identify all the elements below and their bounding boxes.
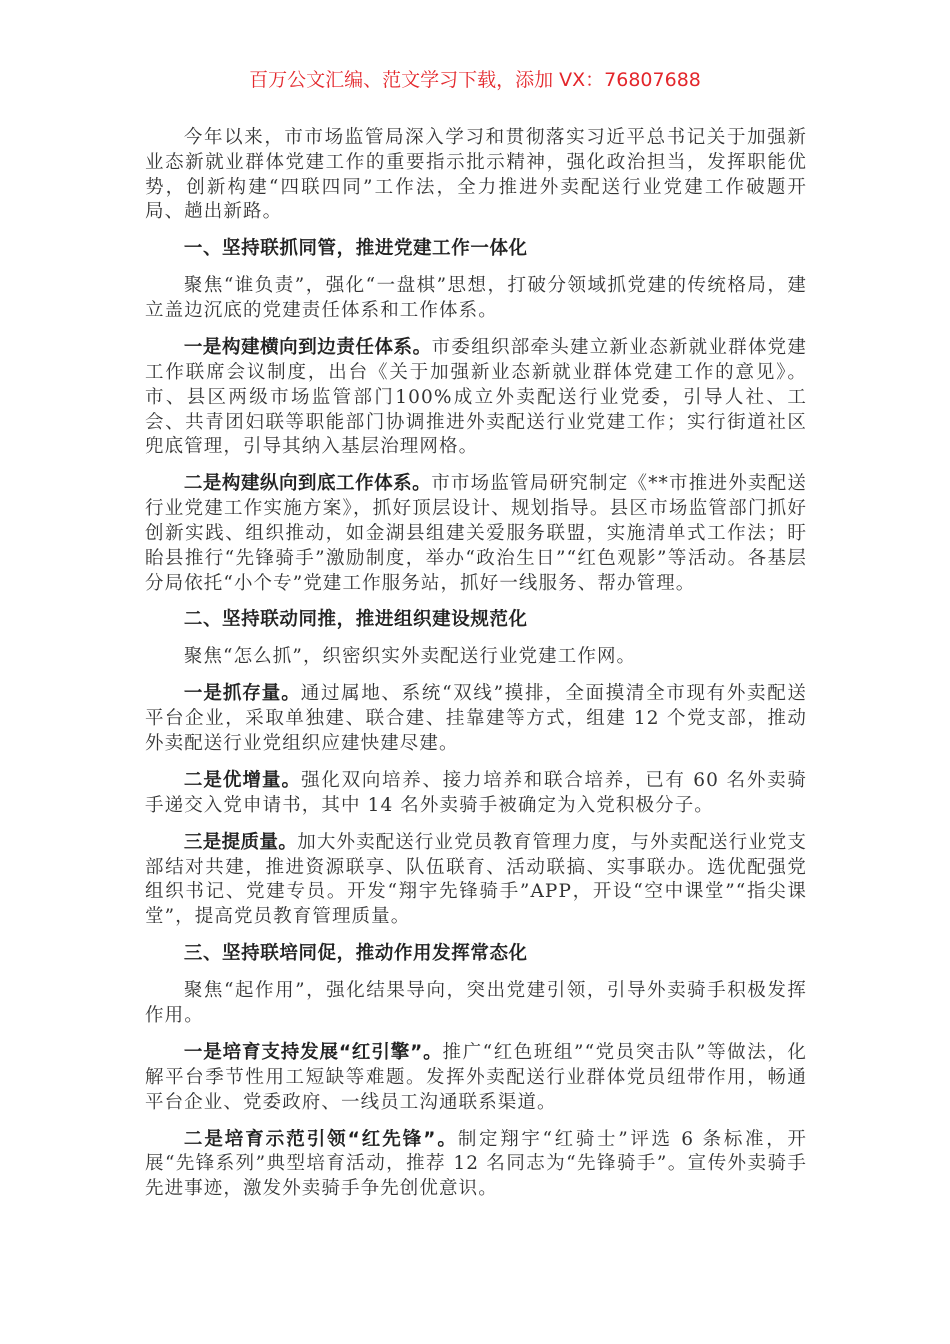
- item-lead: 一是抓存量。: [183, 683, 301, 705]
- item-lead: 二是优增量。: [183, 770, 302, 792]
- document-body: [145, 126, 807, 1214]
- list-item: [145, 1041, 807, 1115]
- item-text: 制定翔宇“红骑士”评选 6 条标准，开展“先锋系列”典型培育活动，推荐 12 名同志为“先锋骑手”。宣传外卖骑手先进事迹，激发外卖骑手争先创优意识。: [145, 1128, 807, 1200]
- list-item: [145, 472, 807, 596]
- item-lead: 一是培育支持发展“红引擎”。: [183, 1041, 443, 1063]
- section-heading: 二、坚持联动同推，推进组织建设规范化: [183, 609, 528, 631]
- item-text: 市市场监管局研究制定《**市推进外卖配送行业党建工作实施方案》，抓好顶层设计、规划指导。县区市场监管部门抓好创新实践、组织推动，如金湖县组建关爱服务联盟，实施清单式工作法；盱眙县推行“先锋骑手”激励制度，举办“政治生日”“红色观影”等活动。各基层分局依托“小个专”党建工作服务站，抓好一线服务、帮办管理。: [145, 473, 807, 594]
- item-text: 加大外卖配送行业党员教育管理力度，与外卖配送行业党支部结对共建，推进资源联享、队伍联育、活动联搞、实事联办。选优配强党组织书记、党建专员。开发“翔宇先锋骑手”APP，开设“空中课堂”“指尖课堂”，提高党员教育管理质量。: [145, 831, 807, 928]
- section-heading: 三、坚持联培同促，推动作用发挥常态化: [183, 943, 528, 965]
- list-item: [145, 831, 807, 930]
- section-summary: 聚焦“谁负责”，强化“一盘棋”思想，打破分领域抓党建的传统格局，建立盖边沉底的党建责任体系和工作体系。: [145, 275, 807, 322]
- item-text: 推广“红色班组”“党员突击队”等做法，化解平台季节性用工短缺等难题。发挥外卖配送行业群体党员纽带作用，畅通平台企业、党委政府、一线员工沟通联系渠道。: [145, 1041, 807, 1113]
- list-item: [145, 682, 807, 756]
- item-lead: 二是构建纵向到底工作体系。: [183, 473, 432, 495]
- item-lead: 三是提质量。: [183, 831, 298, 853]
- item-text: 强化双向培养、接力培养和联合培养，已有 60 名外卖骑手递交入党申请书，其中 14 名外卖骑手被确定为入党积极分子。: [145, 770, 807, 816]
- item-text: 市委组织部牵头建立新业态新就业群体党建工作联席会议制度，出台《关于加强新业态新就业群体党建工作的意见》。市、县区两级市场监管部门100%成立外卖配送行业党委，引导人社、工会、共青团妇联等职能部门协调推进外卖配送行业党建工作；实行街道社区兜底管理，引导其纳入基层治理网格。: [145, 337, 808, 458]
- item-text: 通过属地、系统“双线”摸排，全面摸清全市现有外卖配送平台企业，采取单独建、联合建、挂靠建等方式，组建 12 个党支部，推动外卖配送行业党组织应建快建尽建。: [145, 683, 807, 755]
- list-item: [145, 1128, 807, 1202]
- intro-paragraph: 今年以来，市市场监管局深入学习和贯彻落实习近平总书记关于加强新业态新就业群体党建工作的重要指示批示精神，强化政治担当，发挥职能优势，创新构建“四联四同”工作法，全力推进外卖配送行业党建工作破题开局、趟出新路。: [145, 127, 807, 223]
- section-heading: 一、坚持联抓同管，推进党建工作一体化: [183, 238, 528, 260]
- section-summary: 聚焦“怎么抓”，织密织实外卖配送行业党建工作网。: [183, 646, 637, 668]
- list-item: [145, 336, 807, 460]
- list-item: [145, 769, 807, 819]
- watermark-banner: 百万公文汇编、范文学习下载，添加 VX：76807688: [249, 69, 701, 91]
- section-summary: 聚焦“起作用”，强化结果导向，突出党建引领，引导外卖骑手积极发挥作用。: [145, 980, 807, 1026]
- item-lead: 二是培育示范引领“红先锋”。: [183, 1128, 458, 1150]
- item-lead: 一是构建横向到边责任体系。: [183, 337, 432, 359]
